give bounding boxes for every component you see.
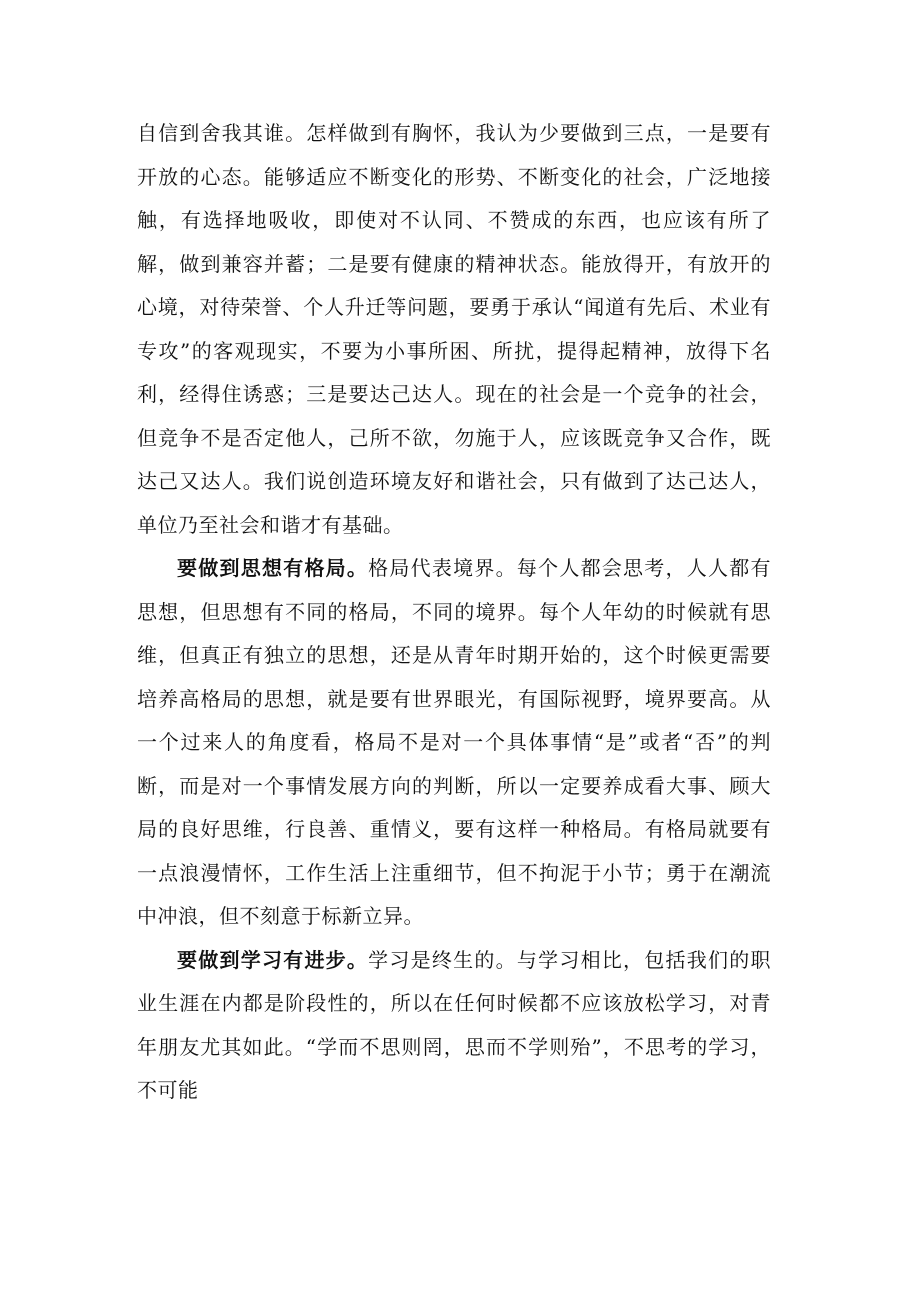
paragraph-text: 学习是终生的。与学习相比，包括我们的职业生涯在内都是阶段性的，所以在任何时候都不应该放松学习，对青年朋友尤其如此。“学而不思则罔，思而不学则殆”，不思考的学习，不可能 xyxy=(137,947,772,1102)
paragraph-thought-pattern xyxy=(137,547,771,939)
document-body xyxy=(137,112,771,1113)
paragraph-heading: 要做到思想有格局。 xyxy=(177,556,369,580)
paragraph-learning xyxy=(137,939,771,1113)
paragraph-openness xyxy=(137,112,771,547)
paragraph-heading: 要做到学习有进步。 xyxy=(177,947,369,972)
paragraph-text: 格局代表境界。每个人都会思考，人人都有思想，但思想有不同的格局，不同的境界。每个人年幼的时候就有思维，但真正有独立的思想，还是从青年时期开始的，这个时候更需要培养高格局的思想，就是要有世界眼光，有国际视野，境界要高。从一个过来人的角度看，格局不是对一个具体事情“是”或者“否”的判断，而是对一个事情发展方向的判断，所以一定要养成看大事、顾大局的良好思维，行良善、重情义，要有这样一种格局。有格局就要有一点浪漫情怀，工作生活上注重细节，但不拘泥于小节；勇于在潮流中冲浪，但不刻意于标新立异。 xyxy=(137,556,772,928)
paragraph-text: 自信到舍我其谁。怎样做到有胸怀，我认为少要做到三点，一是要有开放的心态。能够适应不断变化的形势、不断变化的社会，广泛地接触，有选择地吸收，即使对不认同、不赞成的东西，也应该有所了解，做到兼容并蓄；二是要有健康的精神状态。能放得开，有放开的心境，对待荣誉、个人升迁等问题，要勇于承认“闻道有先后、术业有专攻”的客观现实，不要为小事所困、所扰，提得起精神，放得下名利，经得住诱惑；三是要达己达人。现在的社会是一个竞争的社会，但竞争不是否定他人，己所不欲，勿施于人，应该既竞争又合作，既达己又达人。我们说创造环境友好和谐社会，只有做到了达己达人，单位乃至社会和谐才有基础。 xyxy=(137,121,771,537)
